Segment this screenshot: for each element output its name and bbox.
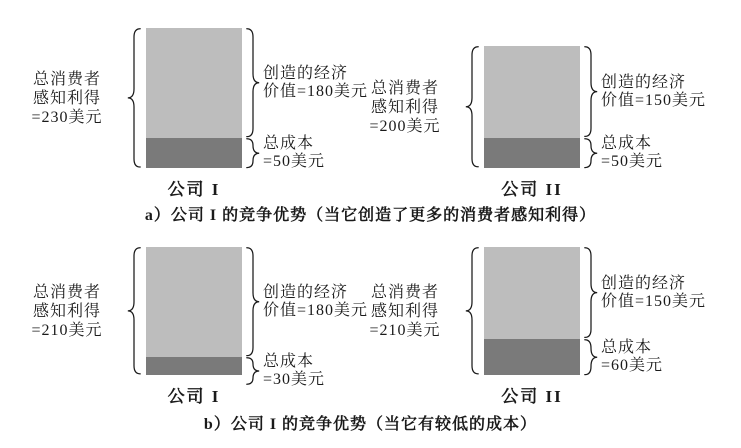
economic-value-segment — [484, 46, 580, 137]
total-benefit-brace — [127, 247, 141, 375]
total-benefit-line3: =210美元 — [31, 321, 103, 339]
total-benefit-line1: 总消费者 — [32, 283, 101, 301]
economic-value-line2: 价值=180美元 — [263, 302, 369, 320]
economic-value-line1: 创造的经济 — [263, 64, 349, 82]
total-benefit-line2: 感知利得 — [32, 89, 101, 107]
cost-line2: =30美元 — [263, 370, 326, 388]
total-benefit-line1: 总消费者 — [370, 79, 439, 97]
cost-brace — [584, 138, 598, 168]
economic-value-brace — [246, 247, 260, 356]
cost-brace — [246, 138, 260, 168]
total-benefit-label — [347, 283, 463, 340]
economic-value-brace — [584, 247, 598, 338]
economic-value-brace — [584, 46, 598, 137]
cost-segment — [146, 357, 242, 375]
economic-value-line1: 创造的经济 — [601, 274, 687, 292]
cost-segment — [146, 138, 242, 168]
total-benefit-brace — [465, 46, 479, 168]
panel-a-caption: a）公司 I 的竞争优势（当它创造了更多的消费者感知利得） — [144, 207, 597, 224]
cost-label — [601, 135, 663, 171]
cost-line2: =60美元 — [601, 356, 664, 374]
economic-value-segment — [484, 247, 580, 338]
cost-line1: 总成本 — [263, 134, 315, 152]
cost-segment — [484, 339, 580, 375]
company-label: 公司 I — [167, 180, 221, 199]
total-benefit-label — [9, 283, 125, 340]
value-bar — [484, 247, 580, 375]
cost-line1: 总成本 — [601, 134, 653, 152]
economic-value-segment — [146, 28, 242, 137]
cost-brace — [584, 339, 598, 375]
company-label: 公司 II — [501, 387, 563, 406]
economic-value-label — [601, 275, 706, 311]
cost-label — [263, 135, 325, 171]
value-bar — [146, 28, 242, 168]
cost-segment — [484, 138, 580, 168]
company-label: 公司 II — [501, 180, 563, 199]
value-bar — [484, 46, 580, 168]
company-label: 公司 I — [167, 387, 221, 406]
economic-value-segment — [146, 247, 242, 356]
economic-value-line2: 价值=180美元 — [263, 82, 369, 100]
economic-value-line2: 价值=150美元 — [601, 292, 707, 310]
total-benefit-line2: 感知利得 — [370, 98, 439, 116]
total-benefit-line3: =210美元 — [369, 321, 441, 339]
economic-value-line1: 创造的经济 — [263, 284, 349, 302]
total-benefit-brace — [465, 247, 479, 375]
economic-value-label — [263, 65, 368, 101]
total-benefit-label — [9, 70, 125, 127]
economic-value-line1: 创造的经济 — [601, 74, 687, 91]
value-bar — [146, 247, 242, 375]
total-benefit-line1: 总消费者 — [370, 283, 439, 301]
panel-b-caption: b）公司 I 的竞争优势（当它有较低的成本） — [203, 416, 538, 433]
total-benefit-line3: =230美元 — [31, 108, 103, 126]
cost-line1: 总成本 — [263, 352, 315, 370]
economic-value-brace — [246, 28, 260, 137]
economic-value-label — [263, 284, 368, 320]
total-benefit-label — [347, 79, 463, 136]
total-benefit-line1: 总消费者 — [32, 70, 101, 88]
total-benefit-line2: 感知利得 — [370, 302, 439, 320]
total-benefit-line3: =200美元 — [369, 117, 441, 135]
total-benefit-line2: 感知利得 — [32, 302, 101, 320]
cost-line2: =50美元 — [601, 152, 664, 170]
economic-value-label — [601, 74, 706, 110]
cost-label — [263, 353, 325, 389]
cost-label — [601, 339, 663, 375]
cost-line1: 总成本 — [601, 338, 653, 356]
cost-brace — [246, 357, 260, 385]
total-benefit-brace — [127, 28, 141, 168]
cost-line2: =50美元 — [263, 152, 326, 170]
economic-value-line2: 价值=150美元 — [601, 92, 707, 109]
